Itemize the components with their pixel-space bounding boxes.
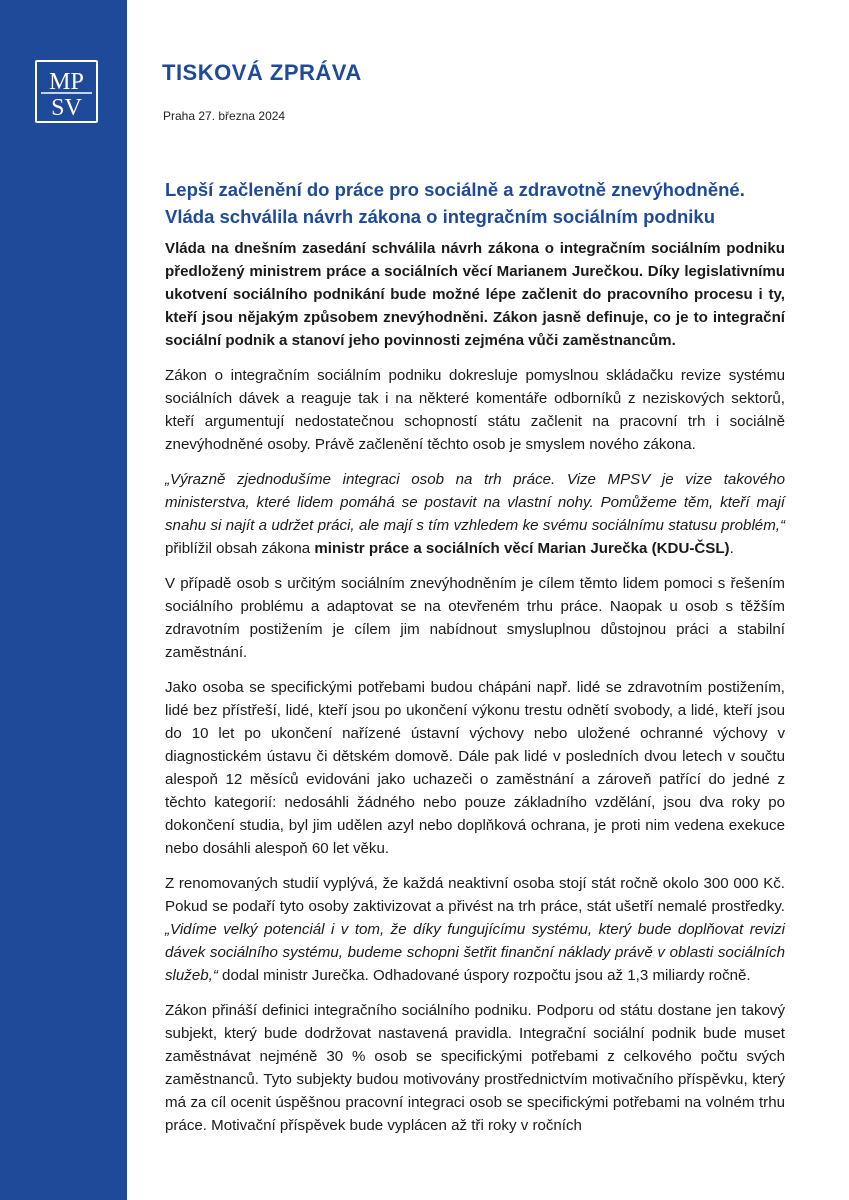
headline-line-2: Vláda schválila návrh zákona o integračním sociálním podniku	[165, 206, 716, 227]
paragraph-3: V případě osob s určitým sociálním znevýhodněním je cílem těmto lidem pomoci s řešením sociálního problému a adaptovat se na otevřeném trhu práce. Naopak u osob s těžším zdravotním postižením je cílem jim nabídnout smysluplnou důstojnou práci a stabilní zaměstnání.	[165, 575, 785, 661]
paragraph-4: Jako osoba se specifickými potřebami budou chápáni např. lidé se zdravotním postižením, lidé bez přístřeší, lidé, kteří jsou po ukončení výkonu trestu odnětí svobody, a lidé, kteří jsou do 10 let po ukončení nařízené ústavní výchovy nebo uložené ochranné výchovy v diagnostickém ústavu či dětském domově. Dále pak lidé v posledních dvou letech v součtu alespoň 12 měsíců evidováni jako uchazeči o zaměstnání a zároveň patřící do jedné z těchto kategorií: nedosáhli žádného nebo pouze základního vzdělání, jsou dva roky po dokončení studia, byl jim udělen azyl nebo doplňková ochrana, je proti nim vedena exekuce nebo dosáhli alespoň 60 let věku.	[165, 679, 785, 857]
paragraph-5-end: dodal ministr Jurečka. Odhadované úspory rozpočtu jsou až 1,3 miliardy ročně.	[217, 967, 751, 984]
lead-paragraph: Vláda na dnešním zasedání schválila návrh zákona o integračním sociálním podniku předložený ministrem práce a sociálních věcí Marianem Jurečkou. Díky legislativnímu ukotvení sociálního podnikání bude možné lépe začlenit do pracovního procesu i ty, kteří jsou nějakým způsobem znevýhodněni. Zákon jasně definuje, co je to integrační sociální podnik a stanoví jeho povinnosti zejména vůči zaměstnancům.	[165, 240, 785, 349]
minister-quote-2: „Vidíme velký potenciál i v tom, že díky fungujícímu systému, který bude doplňovat revizi dávek sociálního systému, budeme schopni šetřit finanční náklady právě v oblasti sociálních služeb,“	[165, 921, 785, 984]
brand-sidebar	[0, 0, 127, 1200]
minister-name: ministr práce a sociálních věcí Marian Jurečka (KDU-ČSL)	[314, 540, 730, 557]
article-body	[165, 176, 785, 1149]
paragraph-6: Zákon přináší definici integračního sociálního podniku. Podporu od státu dostane jen takový subjekt, který bude dodržovat nastavená pravidla. Integrační sociální podnik bude muset zaměstnávat nejméně 30 % osob se specifickými potřebami z celkového počtu svých zaměstnanců. Tyto subjekty budou motivovány prostřednictvím motivačního příspěvku, který má za cíl ocenit úspěšnou pracovní integraci osob se specifickými potřebami na volném trhu práce. Motivační příspěvek bude vyplácen až tři roky v ročních	[165, 1002, 785, 1134]
logo-text-sv: SV	[51, 95, 82, 121]
mpsv-logo-mark	[37, 62, 96, 121]
document-title: TISKOVÁ ZPRÁVA	[162, 60, 362, 85]
minister-quote-1: „Výrazně zjednodušíme integraci osob na trh práce. Vize MPSV je vize takového ministerstva, které lidem pomáhá se postavit na vlastní nohy. Pomůžeme těm, kteří mají snahu si najít a udržet práci, ale mají s tím vzhledem ke svému sociálnímu statusu problém,“	[165, 471, 785, 534]
paragraph-2-end: .	[729, 540, 734, 557]
paragraph-2-text: přiblížil obsah zákona	[165, 540, 315, 557]
paragraph-5	[165, 872, 785, 987]
paragraph-1: Zákon o integračním sociálním podniku dokresluje pomyslnou skládačku revize systému sociálních dávek a reaguje tak i na některé komentáře odborníků z neziskových sektorů, kteří argumentují nedostatečnou schopností státu začlenit na pracovní trh i sociálně znevýhodněné osoby. Právě začlenění těchto osob je smyslem nového zákona.	[165, 367, 785, 453]
article-headline	[165, 176, 785, 230]
paragraph-2	[165, 468, 785, 560]
mpsv-logo	[35, 60, 98, 123]
headline-line-1: Lepší začlenění do práce pro sociálně a zdravotně znevýhodněné.	[165, 179, 745, 200]
paragraph-5-text: Z renomovaných studií vyplývá, že každá neaktivní osoba stojí stát ročně okolo 300 000 Kč. Pokud se podaří tyto osoby zaktivizovat a přivést na trh práce, stát ušetří nemalé prostředky.	[165, 875, 785, 915]
logo-text-mp: MP	[49, 69, 84, 95]
document-date: Praha 27. března 2024	[163, 109, 286, 123]
